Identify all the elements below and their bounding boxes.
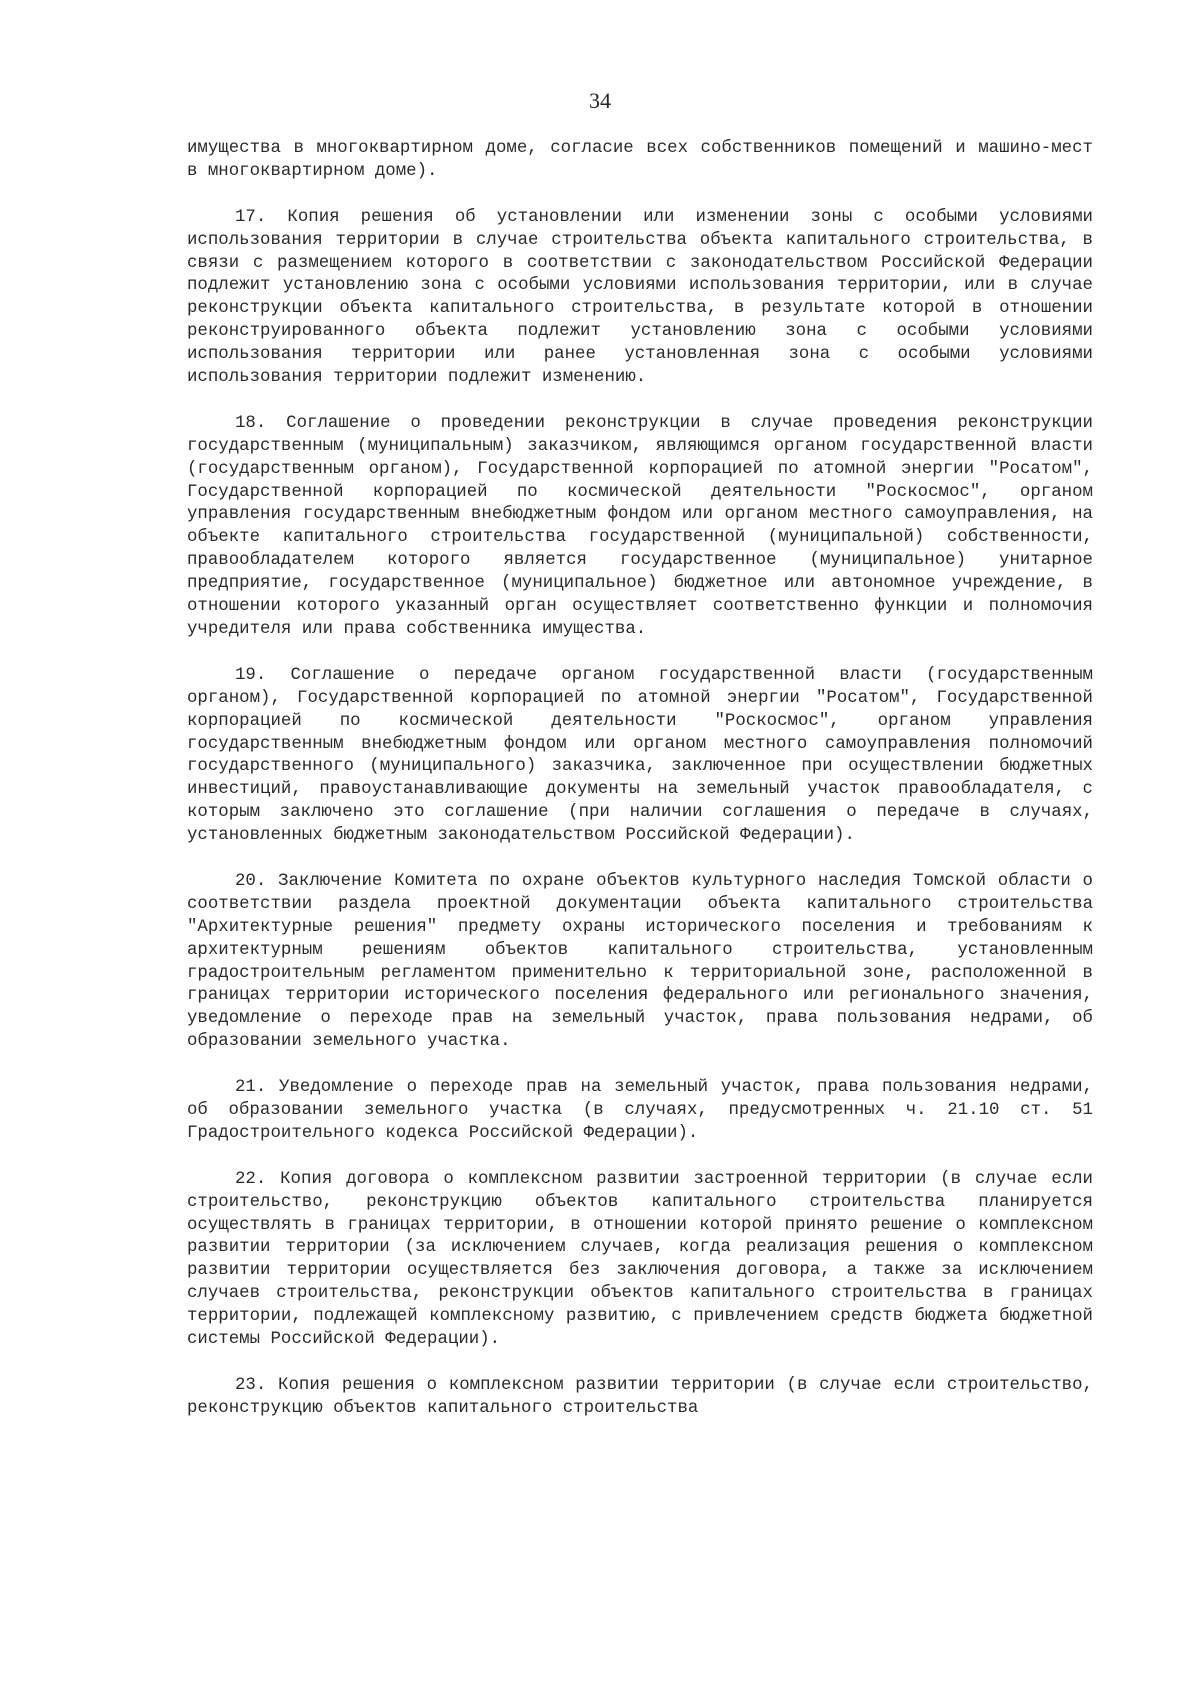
paragraph-continuation: имущества в многоквартирном доме, согласие всех собственников помещений и машино-мест в многоквартирном доме). xyxy=(187,139,1093,181)
paragraph-17: 17. Копия решения об установлении или изменении зоны с особыми условиями использования территории в случае строительства объекта капитального строительства, в связи с размещением которого в соответствии с законодательством Российской Федерации подлежит установлению зона с особыми условиями использования территории, или в случае реконструкции объекта капитального строительства, в результате которой в отношении реконструированного объекта подлежит установлению зона с особыми условиями использования территории или ранее установленная зона с особыми условиями использования территории подлежит изменению. xyxy=(187,207,1093,388)
paragraph-20: 20. Заключение Комитета по охране объектов культурного наследия Томской области о соответствии раздела проектной документации объекта капитального строительства "Архитектурные решения" предмету охраны исторического поселения и требованиям к архитектурным решениям объектов капитального строительства, установленным градостроительным регламентом применительно к территориальной зоне, расположенной в границах территории исторического поселения федерального или регионального значения, уведомление о переходе прав на земельный участок, права пользования недрами, об образовании земельного участка. xyxy=(187,871,1093,1052)
document-body xyxy=(187,138,1093,1421)
paragraph-18: 18. Соглашение о проведении реконструкции в случае проведения реконструкции государственным (муниципальным) заказчиком, являющимся органом государственной власти (государственным органом), Государственной корпорацией по атомной энергии "Росатом", Государственной корпорацией по космической деятельности "Роскосмос", органом управления государственным внебюджетным фондом или органом местного самоуправления, на объекте капитального строительства государственной (муниципальной) собственности, правообладателем которого является государственное (муниципальное) унитарное предприятие, государственное (муниципальное) бюджетное или автономное учреждение, в отношении которого указанный орган осуществляет соответственно функции и полномочия учредителя или права собственника имущества. xyxy=(187,413,1093,639)
paragraph-21: 21. Уведомление о переходе прав на земельный участок, права пользования недрами, об образовании земельного участка (в случаях, предусмотренных ч. 21.10 ст. 51 Градостроительного кодекса Российской Федерации). xyxy=(187,1078,1093,1143)
paragraph-23: 23. Копия решения о комплексном развитии территории (в случае если строительство, реконструкцию объектов капитального строительства xyxy=(187,1375,1093,1418)
page-number: 34 xyxy=(589,88,611,113)
paragraph-19: 19. Соглашение о передаче органом государственной власти (государственным органом), Государственной корпорацией по атомной энергии "Росатом", Государственной корпорацией по космической деятельности "Роскосмос", органом управления государственным внебюджетным фондом или органом местного самоуправления полномочий государственного (муниципального) заказчика, заключенное при осуществлении бюджетных инвестиций, правоустанавливающие документы на земельный участок правообладателя, с которым заключено это соглашение (при наличии соглашения о передаче в случаях, установленных бюджетным законодательством Российской Федерации). xyxy=(187,665,1093,846)
paragraph-22: 22. Копия договора о комплексном развитии застроенной территории (в случае если строительство, реконструкцию объектов капитального строительства планируется осуществлять в границах территории, в отношении которой принято решение о комплексном развитии территории (за исключением случаев, когда реализация решения о комплексном развитии территории осуществляется без заключения договора, а также за исключением случаев строительства, реконструкции объектов капитального строительства в границах территории, подлежащей комплексному развитию, с привлечением средств бюджета бюджетной системы Российской Федерации). xyxy=(187,1169,1093,1350)
